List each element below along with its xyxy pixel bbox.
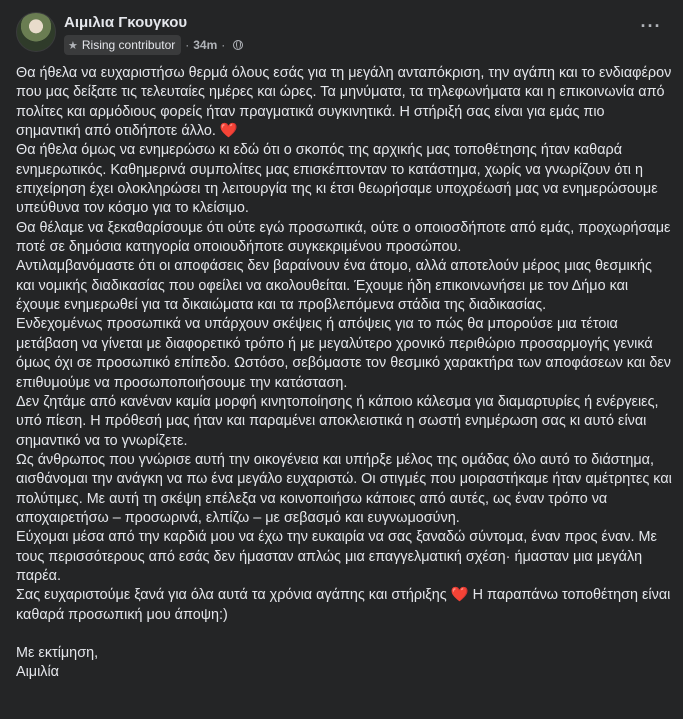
post-paragraph: Θα ήθελα όμως να ενημερώσω κι εδώ ότι ο σκοπός της αρχικής μας τοποθέτησης ήταν καθαρά ενημερωτικός. Καθημερινά συμπολίτες μας επισκέπτονταν το κατάστημα, χωρίς να γνωρίζουν ότι η επιχείρηση έχει ολοκληρώσει τη λειτουργία της κι έτσι θεωρήσαμε υποχρέωσή μας να ενημερώσουμε υπεύθυνα τον κόσμο για το κλείσιμο. [16,142,658,217]
post-time[interactable]: 34m [193,38,218,52]
globe-icon[interactable] [233,40,243,50]
post-paragraph: Δεν ζητάμε από κανέναν καμία μορφή κινητοποίησης ή κάποιο κάλεσμα για διαμαρτυρίες ή ενέργειες, υπό πίεση. Η πρόθεσή μας ήταν και παραμένει αποκλειστικά η σωστή ενημέρωση σας κι αυτό είναι σημαντικό να το γνωρίζετε. [16,393,659,449]
separator: · [185,38,190,52]
post-closing: Με εκτίμηση, [16,644,99,661]
contributor-badge[interactable] [64,35,181,55]
post-paragraph: Ενδεχομένως προσωπικά να υπάρχουν σκέψεις ή απόψεις για το πώς θα μπορούσε μια τέτοια μετάβαση να γίνεται με διαφορετικό τρόπο ή με μεγαλύτερο χρονικό περιθώριο προσαρμογής γενικά όμως όχι σε προσωπικό επίπεδο. Ωστόσο, σεβόμαστε τον θεσμικό χαρακτήρα των αποφάσεων και δεν επιθυμούμε να προσωποποιήσουμε την κατάσταση. [16,316,671,391]
post-paragraph: Ως άνθρωπος που γνώρισε αυτή την οικογένεια και υπήρξε μέλος της ομάδας όλο αυτό το διάστημα, αισθάνομαι την ανάγκη να πω ένα μεγάλο ευχαριστώ. Οι στιγμές που μοιραστήκαμε ήταν αμέτρητες και πολύτιμες. Με αυτή τη σκέψη επέλεξα να κοινοποιήσω κάποιες από αυτές, ως έναν τρόπο να αποχαιρετήσω – προσωρινά, ελπίζω – με σεβασμό και ευγνωμοσύνη. [16,451,672,526]
post-header [16,12,667,60]
more-options-button[interactable]: ··· [640,16,662,36]
author-name[interactable]: Αιμιλια Γκουγκου [64,14,188,31]
post-paragraph: Αντιλαμβανόμαστε ότι οι αποφάσεις δεν βαραίνουν ένα άτομο, αλλά αποτελούν μέρος μιας θεσμικής και νομικής διαδικασίας που οφείλει να ακολουθείται. Έχουμε ήδη επικοινωνήσει με τον Δήμο και έχουμε ενημερωθεί για τα δικαιώματα και τα προβλεπόμενα στάδια της διαδικασίας. [16,258,652,314]
post-meta [64,35,243,55]
post-paragraph: Θα θέλαμε να ξεκαθαρίσουμε ότι ούτε εγώ προσωπικά, ούτε ο οποιοσδήποτε από εμάς, προχωρήσαμε ποτέ σε δημόσια κατηγορία οποιουδήποτε συγκεκριμένου προσώπου. [16,219,671,256]
avatar[interactable] [16,12,56,52]
post-signature: Αιμιλία [16,664,59,681]
post-paragraph: Εύχομαι μέσα από την καρδιά μου να έχω την ευκαιρία να σας ξαναδώ σύντομα, έναν προς έναν. Με τους περισσότερους από εσάς δεν ήμασταν απλώς μια επαγγελματική σχέση· ήμασταν μια μεγάλη παρέα. [16,529,657,584]
post-paragraph: Σας ευχαριστούμε ξανά για όλα αυτά τα χρόνια αγάπης και στήριξης ❤️ Η παραπάνω τοποθέτηση είναι καθαρά προσωπική μου άποψη:) [16,587,671,623]
post-body [16,64,672,683]
blank-line [16,625,672,644]
post-paragraph: Θα ήθελα να ευχαριστήσω θερμά όλους εσάς για τη μεγάλη ανταπόκριση, την αγάπη και το ενδιαφέρον που μας δείξατε τις τελευταίες ημέρες και ώρες. Τα μηνύματα, τα τηλεφωνήματα και η επικοινωνία από πολίτες και αρμόδιους φορείς ήταν πραγματικά συγκινητικά. Η στήριξή σας είναι για εμάς πιο σημαντική από οτιδήποτε άλλο. ❤️ [16,65,672,140]
separator: · [221,38,226,52]
star-icon: ★ [68,39,78,52]
badge-label: Rising contributor [81,38,176,52]
